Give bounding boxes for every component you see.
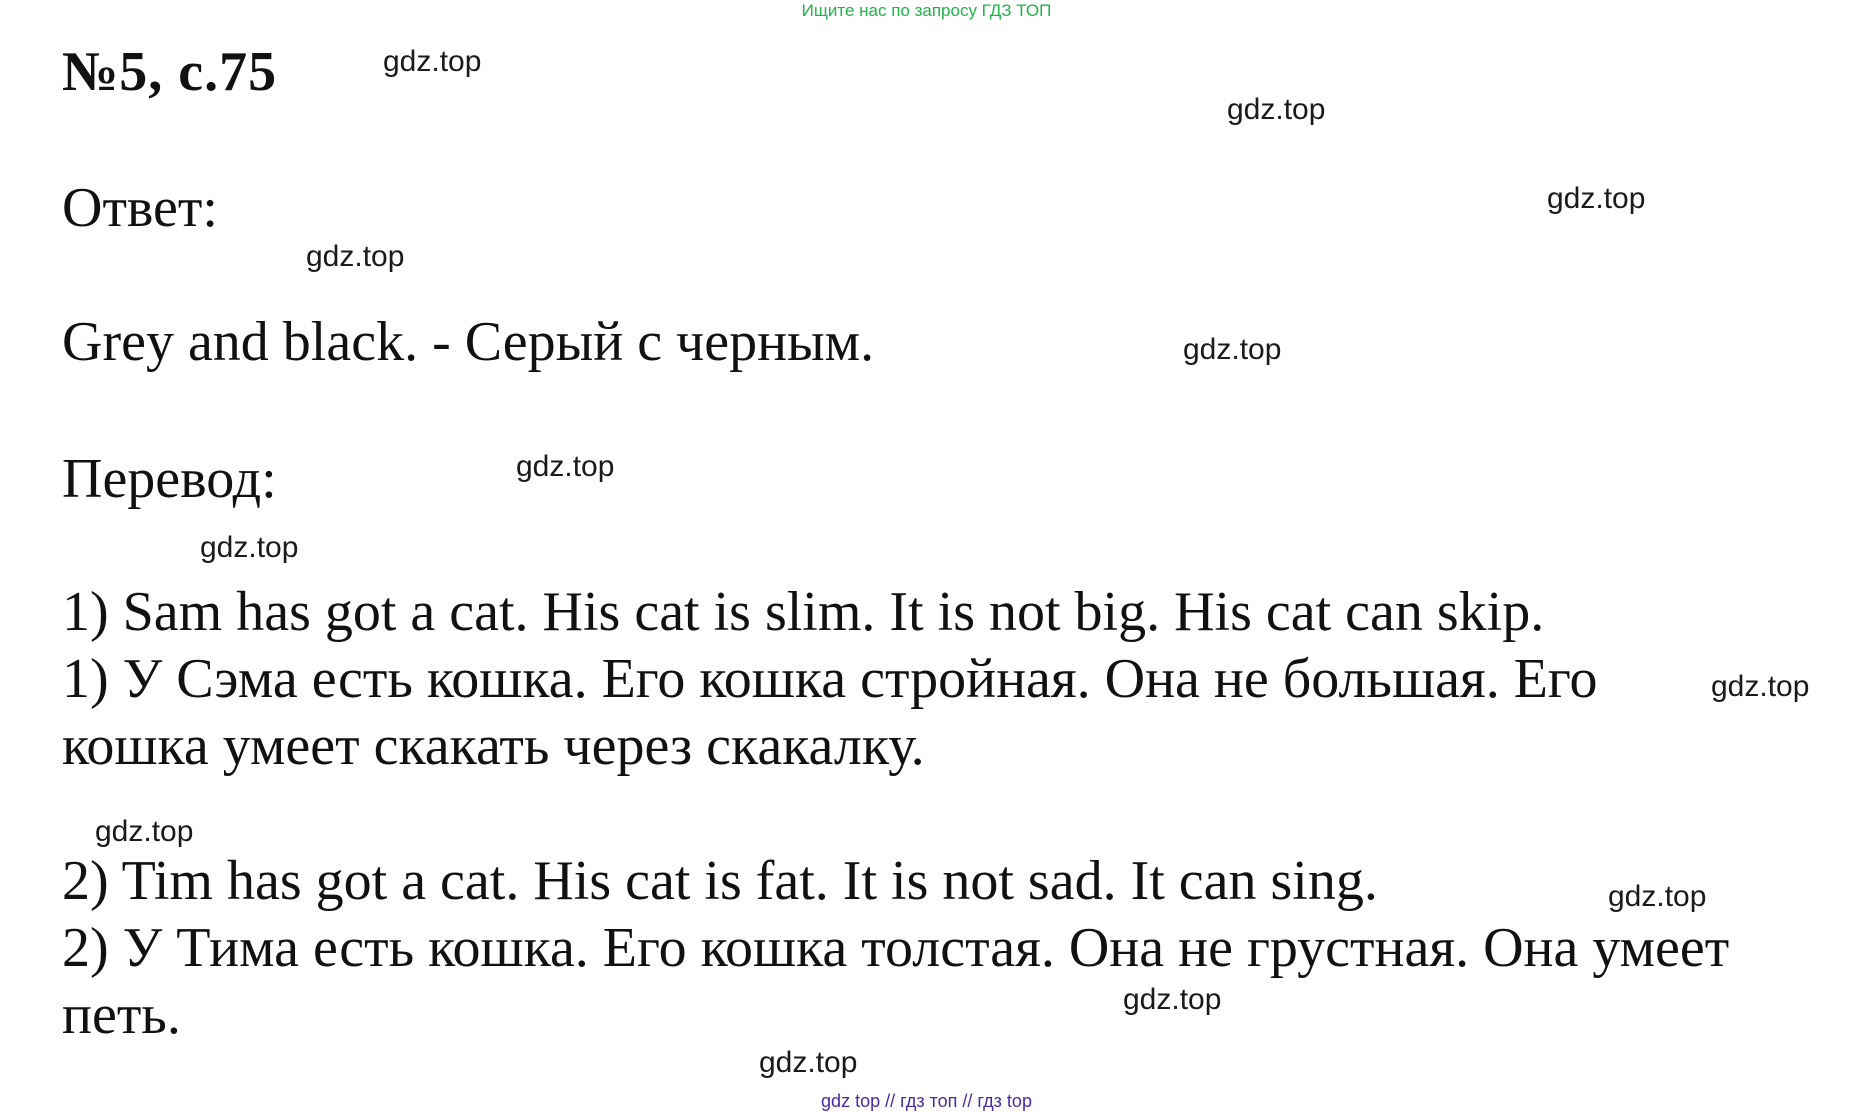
exercise-title: №5, с.75 [62,41,278,103]
watermark: gdz.top [383,45,482,78]
translation-label: Перевод: [62,448,277,510]
footer-watermark: gdz top // гдз топ // гдз top [821,1091,1032,1111]
text-line-1-ru-cont: кошка умеет скакать через скакалку. [62,715,925,777]
watermark: gdz.top [1227,93,1326,126]
text-line-1-ru: 1) У Сэма есть кошка. Его кошка стройная. Она не большая. Его [62,648,1598,710]
watermark: gdz.top [1183,333,1282,366]
watermark: gdz.top [516,450,615,483]
text-line-2-ru: 2) У Тима есть кошка. Его кошка толстая. Она не грустная. Она умеет [62,917,1730,979]
watermark: gdz.top [1123,983,1222,1016]
watermark: gdz.top [759,1046,858,1079]
top-banner: Ищите нас по запросу ГДЗ ТОП [801,1,1052,20]
answer-label: Ответ: [62,177,218,239]
watermark: gdz.top [1711,670,1810,703]
watermark: gdz.top [306,240,405,273]
watermark: gdz.top [200,531,299,564]
text-line-2-en: 2) Tim has got a cat. His cat is fat. It is not sad. It can sing. [62,850,1378,912]
text-line-1-en: 1) Sam has got a cat. His cat is slim. It is not big. His cat can skip. [62,581,1545,643]
watermark: gdz.top [1608,880,1707,913]
answer-text: Grey and black. - Серый с черным. [62,311,875,373]
text-line-2-ru-cont: петь. [62,984,181,1046]
watermark: gdz.top [95,815,194,848]
watermark: gdz.top [1547,182,1646,215]
